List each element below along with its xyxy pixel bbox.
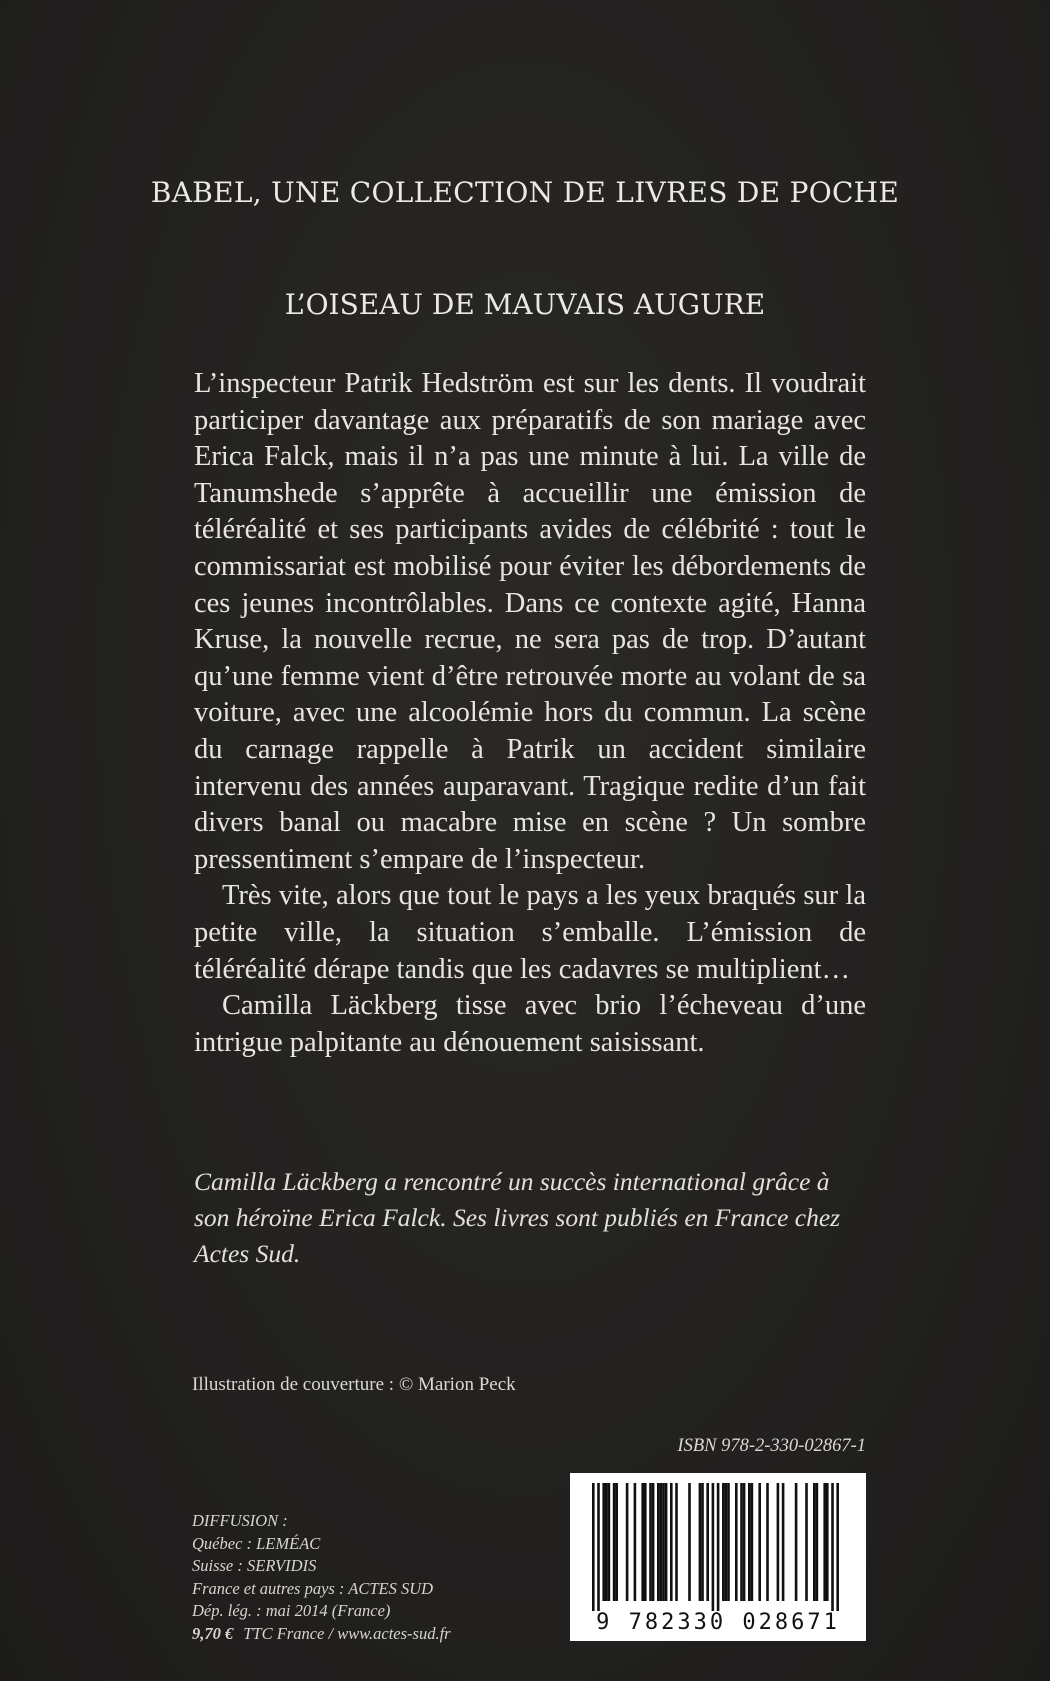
barcode-bar [602,1483,605,1601]
blurb-paragraph-3: Camilla Läckberg tisse avec brio l’écheveau d’une intrigue palpitante au dénouement saisissant. [194,990,866,1058]
barcode-bar [613,1483,616,1601]
barcode-bar [665,1483,668,1601]
barcode-bar [758,1483,761,1601]
barcode-bar [615,1483,618,1601]
price-line [192,1623,451,1646]
barcode-bar [641,1483,644,1601]
barcode-bar [751,1483,754,1601]
barcode-bar [805,1483,808,1601]
barcode-bar [831,1483,834,1611]
barcode-bar [743,1483,746,1601]
distribution-suisse: Suisse : SERVIDIS [192,1556,317,1575]
barcode-bar [592,1483,595,1611]
legal-deposit: Dép. lég. : mai 2014 (France) [192,1601,391,1620]
isbn: ISBN 978-2-330-02867-1 [677,1436,866,1456]
barcode-bar [688,1483,691,1601]
barcode-bar [782,1483,785,1601]
barcode-bar [727,1483,730,1601]
barcode-bar [813,1483,816,1601]
price: 9,70 € [192,1623,234,1643]
book-title: L’OISEAU DE MAUVAIS AUGURE [284,288,766,321]
barcode-bar [777,1483,780,1601]
collection-heading: BABEL, UNE COLLECTION DE LIVRES DE POCHE [150,176,900,209]
barcode [570,1473,866,1641]
barcode-bar [597,1483,600,1611]
barcode-bar [712,1483,715,1611]
distribution-heading: DIFFUSION : [192,1511,288,1530]
barcode-bar [748,1483,751,1601]
barcode-bar [675,1483,678,1601]
barcode-bar [652,1483,655,1601]
barcode-bar [823,1483,826,1601]
barcode-bar [634,1483,637,1601]
barcode-bar [608,1483,611,1601]
illustration-credit: Illustration de couverture : © Marion Peck [192,1374,516,1395]
barcode-bar [725,1483,728,1601]
barcode-bar [816,1483,819,1601]
barcode-bar [605,1483,608,1601]
barcode-bar [717,1483,720,1611]
barcode-bar [670,1483,673,1601]
barcode-bar [740,1483,743,1601]
distribution-quebec: Québec : LEMÉAC [192,1533,321,1553]
barcode-digits: 9 782330 028671 [596,1610,840,1635]
distribution-france: France et autres pays : ACTES SUD [192,1578,434,1598]
barcode-bar [722,1483,725,1601]
barcode-bar [626,1483,629,1601]
barcode-bar [766,1483,769,1601]
barcode-bar [795,1483,798,1601]
barcode-bar [836,1483,839,1611]
barcode-bar [699,1483,702,1601]
barcode-bar [826,1483,829,1601]
barcode-bar [706,1483,709,1601]
price-note: TTC France / www.actes-sud.fr [243,1623,451,1643]
barcode-bar [657,1483,660,1601]
blurb-paragraph-1: L’inspecteur Patrik Hedström est sur les dents. Il voudrait participer davantage aux préparatifs de son mariage avec Erica Falck, mais il n’a pas une minute à lui. La ville de Tanumshede s’apprête à accueillir une émission de téléréalité et ses participants avides de célébrité : tout le commissariat est mobilisé pour éviter les débordements de ces jeunes incontrôlables. Dans ce contexte agité, Hanna Kruse, la nouvelle recrue, ne sera pas de trop. D’autant qu’une femme vient d’être retrouvée morte au volant de sa voiture, avec une alcoolémie hors du commun. La scène du carnage rappelle à Patrik un accident similaire intervenu des années auparavant. Tragique redite d’un fait divers banal ou macabre mise en scène ? Un sombre pressentiment s’empare de l’inspecteur. [194,368,866,875]
barcode-bar [701,1483,704,1601]
barcode-bar [644,1483,647,1601]
barcode-bar [649,1483,652,1601]
author-bio: Camilla Läckberg a rencontré un succès international grâce à son héroïne Erica Falck. Ses livres sont publiés en France chez Actes Sud. [194,1167,841,1268]
barcode-bar [662,1483,665,1601]
barcode-bar [735,1483,738,1601]
distribution-block [192,1510,451,1645]
blurb-paragraph-2: Très vite, alors que tout le pays a les yeux braqués sur la petite ville, la situation s’emballe. L’émission de téléréalité dérape tandis que les cadavres se multiplient… [194,880,866,985]
blurb [194,366,866,1061]
barcode-bar [660,1483,663,1601]
